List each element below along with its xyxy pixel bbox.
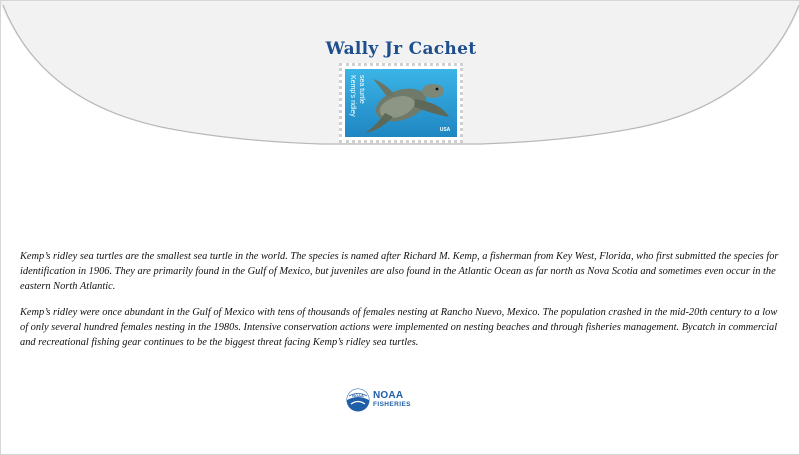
cachet-title: Wally Jr Cachet [325,39,477,59]
noaa-logo-name: NOAA [373,390,404,401]
postage-stamp [339,63,463,143]
description-paragraph-1: Kemp’s ridley sea turtles are the smallest sea turtle in the world. The species is named after Richard M. Kemp, a fisherman from Key West, Florida, who first submitted the species for identification in 1906. They are primarily found in the Gulf of Mexico, but juveniles are also found in the Atlantic Ocean as far north as Nova Scotia and sometimes even occur in the eastern North Atlantic. [20,251,779,292]
stamp-species-line2: sea turtle [358,75,365,104]
noaa-seal-text: NOAA [352,393,364,398]
noaa-fisheries-logo [346,388,426,412]
noaa-logo-sub: FISHERIES [373,401,411,408]
stamp-species-line1: Kemp's ridley [349,75,356,117]
noaa-seal-icon [346,388,370,412]
stamp-country: USA [439,127,451,133]
description-paragraph-2: Kemp’s ridley were once abundant in the Gulf of Mexico with tens of thousands of females nesting at Rancho Nuevo, Mexico. The population crashed in the mid-20th century to a low of only several hundred females nesting in the 1980s. Intensive conservation actions were implemented on nesting beaches and through fisheries management. Bycatch in commercial and recreational fishing gear continues to be the biggest threat facing Kemp’s ridley sea turtles. [20,307,778,348]
